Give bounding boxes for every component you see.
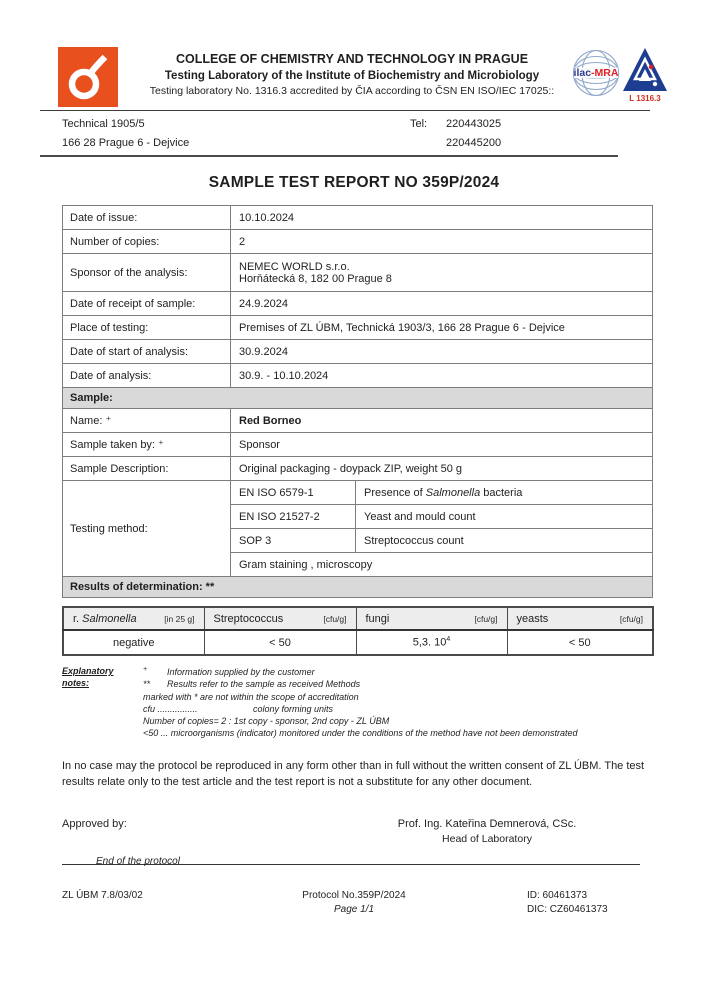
row-label: Date of start of analysis:	[63, 340, 231, 364]
sponsor-name: NEMEC WORLD s.r.o.	[239, 260, 350, 273]
section-header-row	[63, 388, 653, 409]
row-value: 2	[231, 230, 653, 254]
row-value	[231, 254, 653, 292]
footer-ids	[527, 890, 608, 918]
results-table	[62, 606, 654, 656]
method-code: EN ISO 21527-2	[231, 505, 356, 529]
note-line: cfu ................ colony forming units	[143, 703, 334, 714]
testing-method-label: Testing method:	[63, 481, 231, 577]
testing-method-row	[63, 481, 653, 505]
table-row	[63, 409, 653, 433]
approver-role: Head of Laboratory	[442, 832, 532, 845]
contact-divider	[40, 155, 618, 157]
accreditation-logos	[572, 47, 668, 103]
row-value: Sponsor	[231, 433, 653, 457]
footer-doc-code: ZL ÚBM 7.8/03/02	[62, 890, 143, 901]
end-of-protocol-line	[62, 851, 640, 865]
address-line-1: Technical 1905/5	[62, 118, 145, 130]
results-section-header: Results of determination: **	[63, 577, 653, 598]
cia-triangle-icon	[622, 47, 668, 93]
result-value-streptococcus: < 50	[204, 630, 356, 655]
row-value: 24.9.2024	[231, 292, 653, 316]
end-of-protocol-text: End of the protocol	[96, 855, 180, 867]
result-column-header: r. Salmonella [in 25 g]	[63, 607, 204, 630]
row-value: 30.9.2024	[231, 340, 653, 364]
accreditation-statement: Testing laboratory No. 1316.3 accredited by ČIA according to ČSN EN ISO/IEC 17025::	[149, 85, 555, 97]
approver-block	[322, 818, 652, 845]
report-info-table	[62, 205, 653, 598]
explanatory-notes	[62, 664, 708, 740]
report-title: SAMPLE TEST REPORT NO 359P/2024	[208, 174, 500, 191]
row-value: Original packaging - doypack ZIP, weight 50 g	[231, 457, 653, 481]
row-label: Number of copies:	[63, 230, 231, 254]
row-label: Date of issue:	[63, 206, 231, 230]
svg-text:ilac-MRA: ilac-MRA	[573, 67, 619, 79]
approver-name: Prof. Ing. Kateřina Demnerová, CSc.	[397, 817, 577, 830]
result-value-yeasts: < 50	[507, 630, 653, 655]
method-code: EN ISO 6579-1	[231, 481, 356, 505]
tel-label: Tel:	[410, 118, 428, 130]
table-row	[63, 316, 653, 340]
row-label: Place of testing:	[63, 316, 231, 340]
row-label: Sponsor of the analysis:	[63, 254, 231, 292]
result-value-salmonella: negative	[63, 630, 204, 655]
result-column-header: Streptococcus [cfu/g]	[204, 607, 356, 630]
method-description: Presence of Salmonella bacteria	[356, 481, 653, 505]
note-line: ** Results refer to the sample as received Methods	[143, 679, 361, 690]
ilac-mra-logo-icon	[572, 49, 620, 97]
note-line: Number of copies= 2 : 1st copy - sponsor, 2nd copy - ZL ÚBM	[143, 716, 390, 727]
results-value-row	[63, 630, 653, 655]
table-row	[63, 340, 653, 364]
table-row	[63, 292, 653, 316]
row-value: 10.10.2024	[231, 206, 653, 230]
method-description: Streptococcus count	[356, 529, 653, 553]
contact-block	[62, 115, 651, 153]
note-line: + Information supplied by the customer	[143, 666, 315, 677]
footer-dic: DIC: CZ60461373	[527, 904, 608, 915]
approval-block	[62, 818, 652, 845]
result-column-header: fungi [cfu/g]	[356, 607, 507, 630]
table-row	[63, 364, 653, 388]
row-label: Date of analysis:	[63, 364, 231, 388]
row-label: Date of receipt of sample:	[63, 292, 231, 316]
notes-label: Explanatory notes:	[62, 666, 114, 689]
university-logo-icon	[58, 47, 118, 107]
note-line: marked with * are not within the scope of accreditation	[143, 691, 359, 702]
report-header	[0, 0, 708, 107]
cia-accreditation-mark	[622, 47, 668, 103]
legal-paragraph: In no case may the protocol be reproduced in any form other than in full without the written consent of ZL ÚBM. The test results relate only to the test article and the test report is not a substitute for any other document.	[62, 759, 645, 788]
organization-name: COLLEGE OF CHEMISTRY AND TECHNOLOGY IN PRAGUE	[175, 52, 529, 66]
table-row	[63, 206, 653, 230]
telephone-block	[410, 115, 651, 153]
footer-page-number: Page 1/1	[333, 904, 375, 915]
table-row	[63, 433, 653, 457]
table-row	[63, 230, 653, 254]
table-row	[63, 254, 653, 292]
note-line: <50 ... microorganisms (indicator) monitored under the conditions of the method have not been demonstrated	[143, 728, 578, 739]
row-label: Sample Description:	[63, 457, 231, 481]
table-row	[63, 457, 653, 481]
method-extra: Gram staining , microscopy	[231, 553, 653, 577]
sponsor-address: Horňátecká 8, 182 00 Prague 8	[239, 272, 392, 285]
address-block	[62, 115, 410, 153]
result-column-header: yeasts [cfu/g]	[507, 607, 653, 630]
sample-name-value: Red Borneo	[231, 409, 653, 433]
row-label: Sample taken by: ⁺	[63, 433, 231, 457]
method-code: SOP 3	[231, 529, 356, 553]
footer-protocol-number: Protocol No.359P/2024	[302, 890, 406, 901]
row-value: 30.9. - 10.10.2024	[231, 364, 653, 388]
laboratory-name: Testing Laboratory of the Institute of Biochemistry and Microbiology	[164, 70, 540, 82]
organization-name-block	[118, 47, 586, 97]
section-header-row	[63, 577, 653, 598]
tel-number-1: 220443025	[446, 118, 502, 130]
sample-section-header: Sample:	[63, 388, 653, 409]
result-value-fungi: 5,3. $10^4$	[356, 630, 507, 655]
results-header-row	[63, 607, 653, 630]
header-divider	[40, 110, 650, 111]
footer-id: ID: 60461373	[527, 890, 588, 901]
tel-number-2: 220445200	[446, 137, 502, 149]
row-value: Premises of ZL ÚBM, Technická 1903/3, 166 28 Prague 6 - Dejvice	[231, 316, 653, 340]
accreditation-number: L 1316.3	[629, 94, 661, 103]
notes-lines	[143, 664, 578, 740]
approved-by-label: Approved by:	[62, 817, 127, 830]
address-line-2: 166 28 Prague 6 - Dejvice	[62, 137, 190, 149]
row-label: Name: ⁺	[63, 409, 231, 433]
method-description: Yeast and mould count	[356, 505, 653, 529]
